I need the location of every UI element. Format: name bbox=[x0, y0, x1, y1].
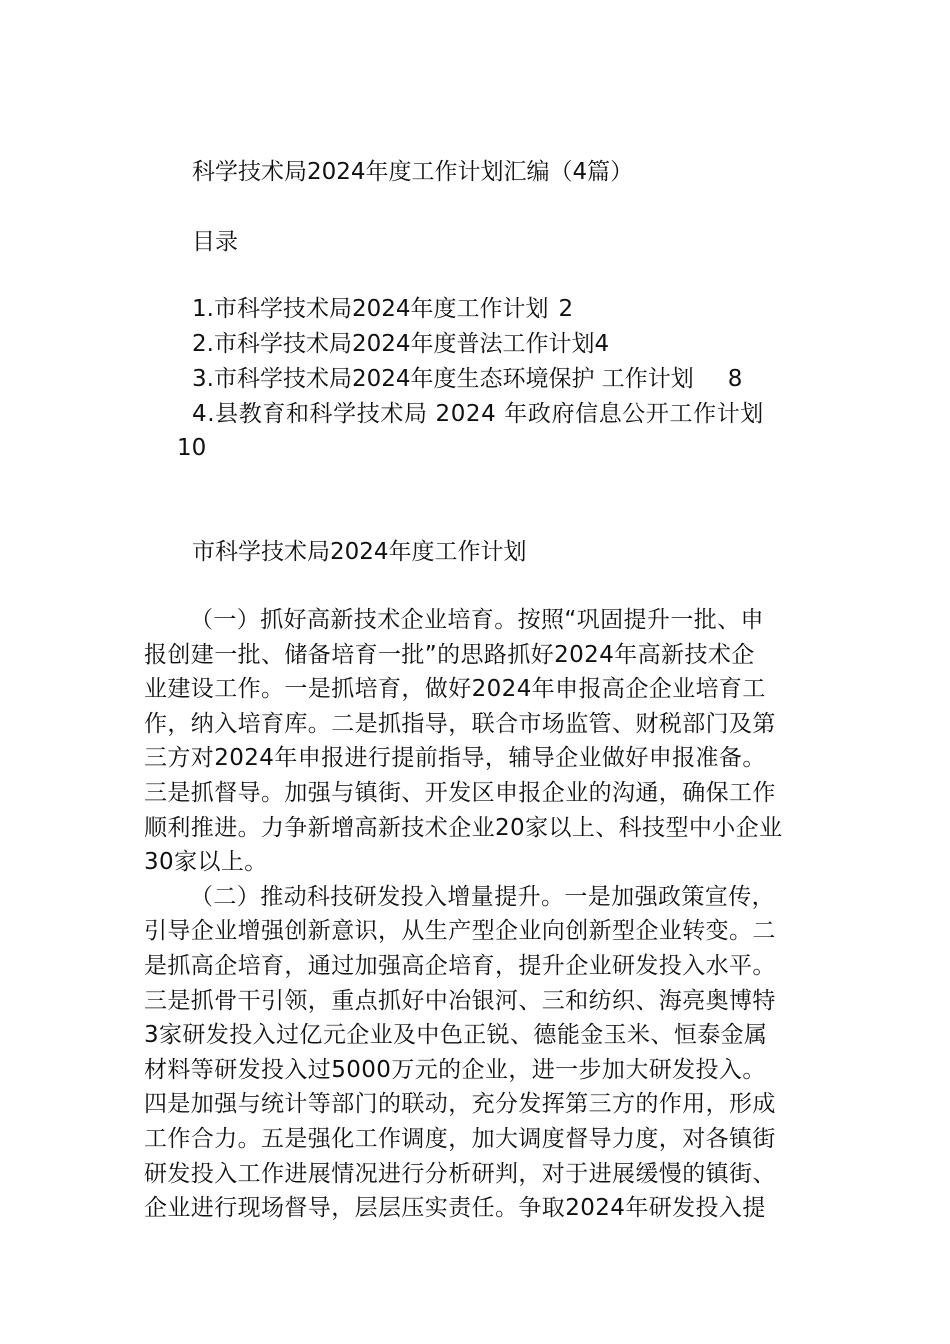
toc-item[interactable] bbox=[192, 292, 764, 327]
toc-item-page: 2 bbox=[558, 296, 574, 322]
document-title: 科学技术局2024年度工作计划汇编（4篇） bbox=[192, 159, 634, 185]
paragraph-line: 30家以上。 bbox=[144, 849, 268, 876]
paragraph-line: 报创建一批、储备培育一批”的思路抓好2024年高新技术企 bbox=[144, 641, 755, 668]
paragraph-line: 工作合力。五是强化工作调度，加大调度督导力度，对各镇街 bbox=[144, 1125, 776, 1152]
paragraph-line: （一）抓好高新技术企业培育。按照“巩固提升一批、申 bbox=[190, 607, 764, 633]
toc-heading: 目录 bbox=[192, 229, 238, 255]
toc-item-label: 3.市科学技术局2024年度生态环境保护 工作计划 bbox=[192, 366, 694, 392]
toc-item-label: 1.市科学技术局2024年度工作计划 bbox=[192, 296, 549, 322]
toc-item-page: 4 bbox=[594, 331, 610, 357]
paragraph-line: 三是抓督导。加强与镇街、开发区申报企业的沟通，确保工作 bbox=[144, 779, 776, 806]
paragraph-line: 顺利推进。力争新增高新技术企业20家以上、科技型中小企业 bbox=[144, 814, 783, 841]
toc-item[interactable] bbox=[192, 362, 764, 397]
paragraph-line: 作，纳入培育库。二是抓指导，联合市场监管、财税部门及第 bbox=[144, 710, 776, 737]
paragraph-line: 研发投入工作进展情况进行分析研判，对于进展缓慢的镇街、 bbox=[144, 1160, 776, 1187]
paragraph-line: （二）推动科技研发投入增量提升。一是加强政策宣传， bbox=[190, 883, 775, 910]
paragraph-line: 是抓高企培育，通过加强高企培育，提升企业研发投入水平。 bbox=[144, 952, 776, 979]
paragraph-line: 三方对2024年申报进行提前指导，辅导企业做好申报准备。 bbox=[144, 745, 766, 772]
paragraph-line: 三是抓骨干引领，重点抓好中冶银河、三和纺织、海亮奥博特 bbox=[144, 987, 776, 1014]
paragraph-line: 材料等研发投入过5000万元的企业，进一步加大研发投入。 bbox=[144, 1056, 766, 1083]
toc-item-label: 4.县教育和科学技术局 2024 年政府信息公开工作计划 bbox=[192, 401, 764, 427]
paragraph-line: 业建设工作。一是抓培育，做好2024年申报高企企业培育工 bbox=[144, 676, 766, 703]
toc-item-label: 2.市科学技术局2024年度普法工作计划 bbox=[192, 331, 595, 357]
section-title: 市科学技术局2024年度工作计划 bbox=[192, 539, 527, 565]
paragraph-line: 3家研发投入过亿元企业及中色正锐、德能金玉米、恒泰金属 bbox=[144, 1022, 768, 1049]
toc-item-page: 10 bbox=[177, 435, 207, 461]
paragraph-line: 引导企业增强创新意识，从生产型企业向创新型企业转变。二 bbox=[144, 918, 776, 945]
paragraph-line: 四是加强与统计等部门的联动，充分发挥第三方的作用，形成 bbox=[144, 1091, 776, 1118]
toc-item[interactable] bbox=[192, 327, 764, 362]
table-of-contents bbox=[192, 292, 764, 432]
body-text bbox=[144, 603, 814, 1226]
toc-item[interactable] bbox=[192, 397, 764, 432]
toc-item-page: 8 bbox=[727, 366, 743, 392]
paragraph-line: 企业进行现场督导，层层压实责任。争取2024年研发投入提 bbox=[144, 1195, 766, 1222]
